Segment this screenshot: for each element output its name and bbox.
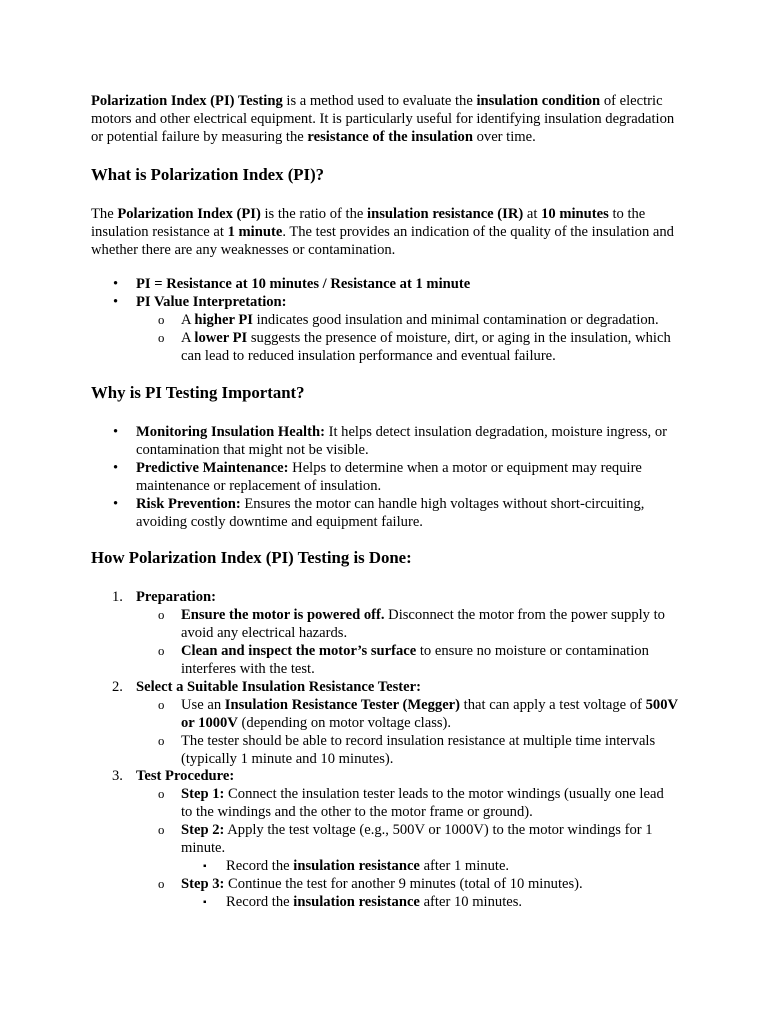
list-item-formula — [136, 276, 678, 294]
interpretation-sublist — [136, 312, 678, 366]
list-item — [136, 496, 678, 532]
tester-sublist — [136, 697, 678, 769]
bold-text: resistance of the insulation — [307, 128, 473, 145]
text: Apply the test voltage (e.g., 500V or 1000V) to the motor windings for 1 minute. — [181, 822, 653, 857]
procedure-numbered-list — [91, 589, 678, 911]
bold-text: Preparation: — [136, 589, 216, 606]
bold-text: 1 minute — [227, 223, 283, 240]
bold-text: Monitoring Insulation Health: — [136, 423, 325, 440]
text: indicates good insulation and minimal contamination or degradation. — [252, 312, 659, 329]
text: to ensure no moisture or contamination interferes with the test. — [181, 643, 649, 678]
section-heading-how-done: How Polarization Index (PI) Testing is Done: — [91, 548, 412, 568]
step-3-sublist — [181, 894, 678, 912]
list-item — [136, 460, 678, 496]
text: (depending on motor voltage class). — [237, 714, 452, 731]
bold-text: Insulation Resistance Tester (Megger) — [224, 696, 461, 713]
list-item-step-3 — [181, 876, 678, 912]
text: A — [181, 330, 195, 347]
intro-paragraph — [91, 93, 678, 147]
bold-text: Step 3: — [181, 875, 225, 892]
bold-text: PI = Resistance at 10 minutes / Resistance at 1 minute — [136, 276, 471, 293]
bold-text: 10 minutes — [541, 205, 609, 222]
text: Ensures the motor can handle high voltages without short-circuiting, avoiding costly downtime and equipment failure. — [136, 495, 645, 530]
text: of electric motors and other electrical equipment. It is particularly useful for identifying insulation degradation or potential failure by measuring the — [91, 93, 675, 145]
text: . The test provides an indication of the quality of the insulation and whether there are any weaknesses or contamination. — [91, 223, 674, 258]
bold-text: insulation condition — [476, 93, 601, 109]
text: Connect the insulation tester leads to the motor windings (usually one lead to the windings and the other to the motor frame or ground). — [181, 786, 664, 821]
text: suggests the presence of moisture, dirt, or aging in the insulation, which can lead to reduced insulation performance and eventual failure. — [181, 330, 671, 365]
list-number: 2. — [112, 678, 123, 695]
bold-text: 500V or 1000V — [181, 696, 678, 731]
list-item — [136, 424, 678, 460]
text: A — [181, 312, 195, 329]
text: Continue the test for another 9 minutes (total of 10 minutes). — [224, 875, 583, 892]
list-item — [181, 733, 678, 769]
text: Use an — [181, 696, 225, 713]
text: Record the — [226, 893, 294, 910]
bold-text: PI Value Interpretation: — [136, 294, 287, 311]
list-item-test-procedure — [112, 768, 678, 911]
list-item-step-2 — [181, 822, 678, 876]
preparation-sublist — [136, 607, 678, 679]
bold-text: higher PI — [194, 312, 253, 329]
bold-text: Ensure the motor is powered off. — [181, 607, 385, 624]
list-item-interpretation — [136, 294, 678, 366]
section-heading-what-is-pi: What is Polarization Index (PI)? — [91, 164, 325, 184]
text: is a method used to evaluate the — [282, 93, 477, 109]
bold-text: Predictive Maintenance: — [136, 459, 289, 476]
bold-text: insulation resistance — [293, 858, 420, 874]
list-item — [226, 858, 678, 876]
text: after 10 minutes. — [419, 893, 523, 910]
bold-text: Step 2: — [181, 822, 225, 839]
text: that can apply a test voltage of — [460, 696, 646, 713]
text: is the ratio of the — [260, 205, 368, 222]
text: Record the — [226, 858, 294, 874]
list-number: 3. — [112, 768, 123, 785]
text: Disconnect the motor from the power supply to avoid any electrical hazards. — [181, 607, 665, 642]
bold-text: lower PI — [194, 330, 248, 347]
importance-bullet-list — [91, 424, 678, 531]
text: to the insulation resistance at — [91, 205, 646, 240]
bold-text: insulation resistance (IR) — [367, 205, 524, 222]
pi-bullet-list — [91, 276, 678, 366]
text: The tester should be able to record insulation resistance at multiple time intervals (typically 1 minute and 10 minutes). — [181, 732, 656, 767]
pi-definition-paragraph — [91, 206, 678, 260]
list-item — [181, 643, 678, 679]
text: at — [523, 205, 542, 222]
text: The — [91, 205, 118, 222]
list-item-select-tester — [112, 678, 678, 769]
bold-text: Test Procedure: — [136, 768, 235, 785]
list-number: 1. — [112, 589, 123, 606]
bold-text: insulation resistance — [293, 893, 420, 910]
procedure-sublist — [136, 786, 678, 911]
text: It helps detect insulation degradation, moisture ingress, or contamination that might not be visible. — [136, 423, 667, 458]
list-item — [226, 894, 678, 912]
bold-text: Select a Suitable Insulation Resistance Tester: — [136, 678, 421, 695]
bold-text: Polarization Index (PI) Testing — [91, 93, 283, 109]
list-item-higher-pi — [181, 312, 678, 330]
list-item — [181, 697, 678, 733]
bold-text: Risk Prevention: — [136, 495, 241, 512]
step-2-sublist — [181, 858, 678, 876]
bold-text: Clean and inspect the motor’s surface — [181, 643, 417, 660]
bold-text: Step 1: — [181, 786, 225, 803]
list-item — [181, 607, 678, 643]
section-heading-why-important: Why is PI Testing Important? — [91, 382, 305, 402]
list-item-lower-pi — [181, 330, 678, 366]
list-item-step-1 — [181, 786, 678, 822]
list-item-preparation — [112, 589, 678, 679]
bold-text: Polarization Index (PI) — [117, 205, 261, 222]
text: Helps to determine when a motor or equipment may require maintenance or replacement of insulation. — [136, 459, 642, 494]
text: after 1 minute. — [419, 858, 510, 874]
text: over time. — [472, 128, 536, 145]
